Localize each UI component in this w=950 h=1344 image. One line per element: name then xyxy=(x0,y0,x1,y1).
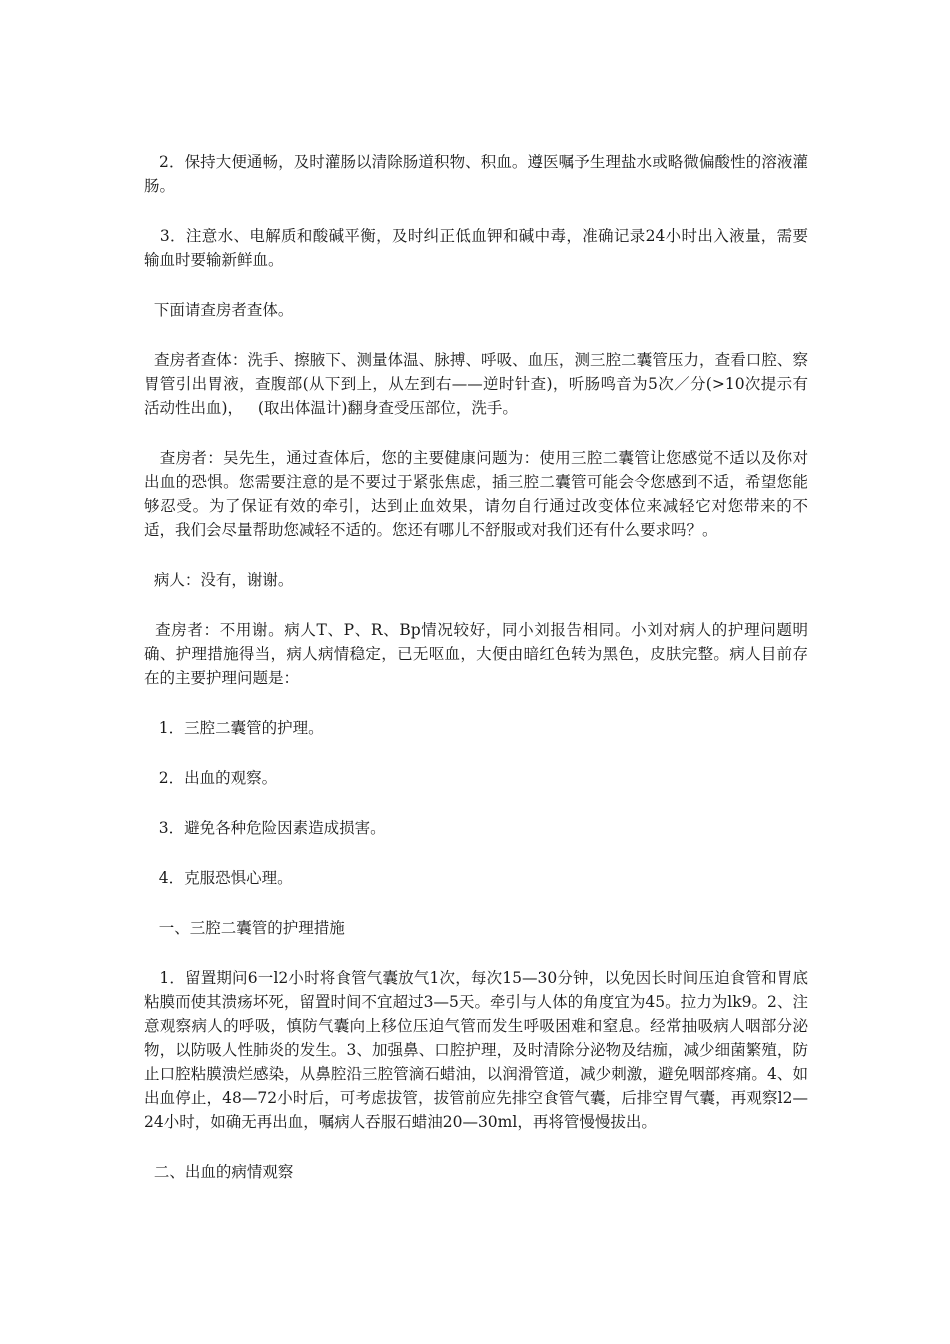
paragraph-electrolyte-balance: 3．注意水、电解质和酸碱平衡，及时纠正低血钾和碱中毒，准确记录24小时出入液量，需要输血时要输新鲜血。 xyxy=(144,227,809,269)
document-body xyxy=(144,150,808,1210)
paragraph-physical-exam: 查房者查体：洗手、擦腋下、测量体温、脉搏、呼吸、血压，测三腔二囊管压力，查看口腔、察胃管引出胃液，查腹部(从下到上，从左到右——逆时针查)，听肠鸣音为5次／分(>10次提示有活动性出血)， (取出体温计)翻身查受压部位，洗手。 xyxy=(144,351,808,417)
paragraph-patient-reply: 病人：没有，谢谢。 xyxy=(144,571,294,589)
list-item-fear-relief: 4．克服恐惧心理。 xyxy=(144,869,293,887)
paragraph-nursing-summary: 查房者：不用谢。病人T、P、R、Bp情况较好，同小刘报告相同。小刘对病人的护理问题明确、护理措施得当，病人病情稳定，已无呕血，大便由暗红色转为黑色，皮肤完整。病人目前存在的主要护理问题是： xyxy=(144,621,808,687)
list-item-bleeding-observation: 2．出血的观察。 xyxy=(144,769,278,787)
paragraph-health-problems: 查房者：吴先生，通过查体后，您的主要健康问题为：使用三腔二囊管让您感觉不适以及你对出血的恐惧。您需要注意的是不要过于紧张焦虑，插三腔二囊管可能会令您感到不适，希望您能够忍受。为了保证有效的牵引，达到止血效果，请勿自行通过改变体位来减轻它对您带来的不适，我们会尽量帮助您减轻不适的。您还有哪儿不舒服或对我们还有什么要求吗？。 xyxy=(144,449,809,539)
section-heading-bleeding-observation: 二、出血的病情观察 xyxy=(144,1163,294,1181)
section-heading-tube-care: 一、三腔二囊管的护理措施 xyxy=(144,919,345,937)
list-item-risk-avoidance: 3．避免各种危险因素造成损害。 xyxy=(144,819,386,837)
list-item-tube-care: 1．三腔二囊管的护理。 xyxy=(144,719,324,737)
paragraph-bowel-care: 2．保持大便通畅，及时灌肠以清除肠道积物、积血。遵医嘱予生理盐水或略微偏酸性的溶液灌肠。 xyxy=(144,153,808,195)
paragraph-tube-care-measures: 1．留置期问6一l2小时将食管气囊放气1次，每次15—30分钟，以免因长时间压迫食管和胃底粘膜而使其溃疡坏死，留置时间不宜超过3—5天。牵引与人体的角度宜为45。拉力为lk9。2、注意观察病人的呼吸，慎防气囊向上移位压迫气管而发生呼吸困难和窒息。经常抽吸病人咽部分泌物，以防吸人性肺炎的发生。3、加强鼻、口腔护理，及时清除分泌物及结痂，减少细菌繁殖，防止口腔粘膜溃烂感染，从鼻腔沿三腔管滴石蜡油，以润滑管道，减少刺激，避免咽部疼痛。4、如出血停止，48—72小时后，可考虑拔管，拔管前应先排空食管气囊，后排空胃气囊，再观察l2—24小时，如确无再出血，嘱病人吞服石蜡油20—30ml，再将管慢慢拔出。 xyxy=(144,969,808,1131)
paragraph-exam-intro: 下面请查房者查体。 xyxy=(144,301,294,319)
